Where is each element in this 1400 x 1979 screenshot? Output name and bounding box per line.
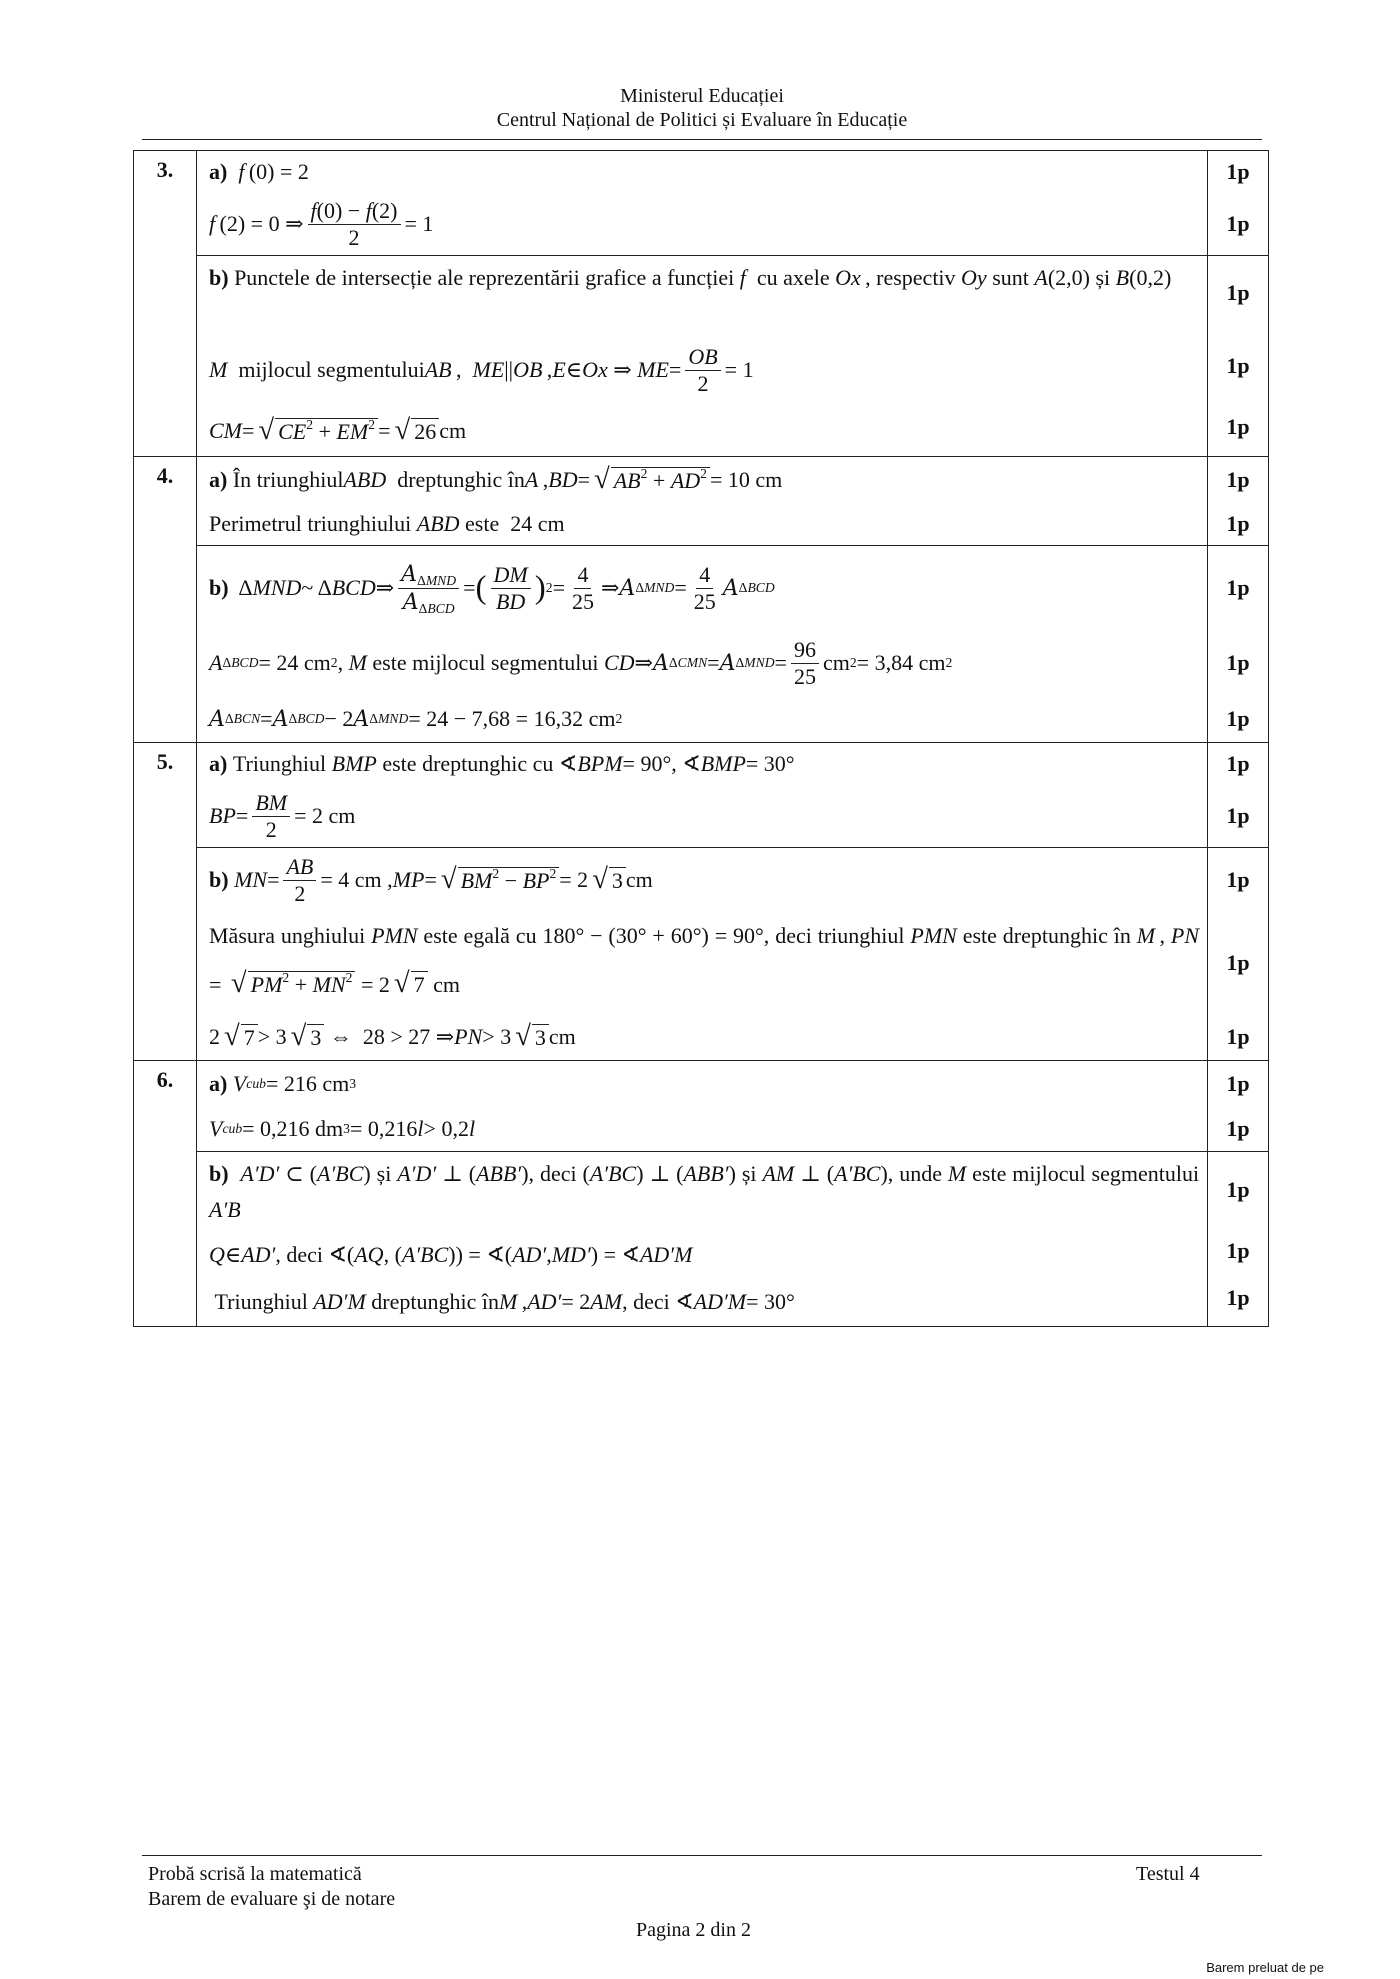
problem-number: 5.	[134, 743, 197, 1061]
problem-6-part-b	[134, 1152, 1269, 1327]
solution-line: 2 √ 7 > 3 √ 3 ⇔ 28 > 27 ⇒ PN > 3 √ 3 cm	[209, 1021, 576, 1052]
solution-cell	[197, 151, 1208, 256]
solution-line: a) În triunghiul ABD dreptunghic în A , BD = √ $AB^2 + AD^2$ = 10 cm	[209, 464, 783, 495]
points-cell	[1208, 546, 1269, 743]
points-cell	[1208, 457, 1269, 546]
footer-page-number: Pagina 2 din 2	[636, 1919, 751, 1941]
points-value: 1p	[1226, 867, 1250, 892]
points-value: 1p	[1226, 1071, 1250, 1096]
points-value: 1p	[1226, 1238, 1250, 1263]
solution-cell	[197, 457, 1208, 546]
solution-cell	[197, 256, 1208, 457]
points-value: 1p	[1226, 1116, 1250, 1141]
solution-line: b) Δ MND ~ Δ BCD ⇒ $\frac{A_{\Delta MND}}{A_{\Delta BCD}}$ = ( $\frac{DM}{BD}$ ) 2 = $\frac{4}{25}$ ⇒ A ΔMND = $\frac{4}{25}$ A ΔBCD	[209, 562, 775, 616]
problem-4-part-a	[134, 457, 1269, 546]
solution-line: Triunghiul AD′M dreptunghic în M , AD′ = 2 AM , deci ∢ AD′M = 30°	[209, 1289, 795, 1314]
problem-number: 3.	[134, 151, 197, 457]
problem-3-part-a	[134, 151, 1269, 256]
solution-line: Q ∈ AD′ , deci ∢( AQ , ( A′BC )) = ∢( AD′ , MD′ ) = ∢ AD′M	[209, 1242, 693, 1267]
points-value: 1p	[1226, 803, 1250, 828]
points-cell	[1208, 1061, 1269, 1152]
solution-line: CM = √ $CE^2 + EM^2$ = √ 26 cm	[209, 415, 467, 446]
solution-cell	[197, 546, 1208, 743]
footer-barem: Barem de evaluare şi de notare	[148, 1888, 396, 1910]
solution-line: f (2) = 0 ⇒ $\frac{f(0) - f(2)}{2}$ = 1	[209, 198, 434, 250]
problem-5-part-a	[134, 743, 1269, 848]
solution-line: Măsura unghiului PMN este egală cu 180° − (30° + 60°) = 90°, deci triunghiul PMN este dreptunghic în M , PN = √ $PM^2 + MN^2 = 2$ √ 7 cm	[209, 923, 1200, 999]
solution-cell	[197, 848, 1208, 1061]
points-value: 1p	[1226, 1024, 1250, 1049]
solution-line: a) Triunghiul BMP este dreptunghic cu ∢ BPM = 90°, ∢ BMP = 30°	[209, 751, 795, 776]
grading-table	[133, 150, 1269, 1327]
solution-cell	[197, 1061, 1208, 1152]
points-value: 1p	[1226, 211, 1250, 236]
points-cell	[1208, 1152, 1269, 1327]
problem-6-part-a	[134, 1061, 1269, 1152]
footer-subject: Probă scrisă la matematică	[148, 1863, 362, 1885]
points-value: 1p	[1226, 511, 1250, 536]
problem-4-part-b	[134, 546, 1269, 743]
problem-5-part-b	[134, 848, 1269, 1061]
problem-number: 4.	[134, 457, 197, 743]
footer-credit: Barem preluat de pe	[1206, 1960, 1324, 1975]
points-cell	[1208, 256, 1269, 457]
page-header	[142, 84, 1262, 132]
points-cell	[1208, 743, 1269, 848]
points-value: 1p	[1226, 950, 1250, 975]
points-value: 1p	[1226, 353, 1250, 378]
solution-line: BP = $\frac{BM}{2}$ = 2 cm	[209, 790, 356, 842]
solution-line: b) A′D′ ⊂ (A′BC) și A′D′ ⊥ (ABB′), deci (A′BC) ⊥ (ABB′) și AM ⊥ (A′BC), unde M este mijlocul segmentului A′B	[209, 1161, 1200, 1222]
points-value: 1p	[1226, 467, 1250, 492]
points-value: 1p	[1226, 706, 1250, 731]
solution-line: a) f (0) = 2	[209, 159, 309, 184]
solution-line: A ΔBCN = A ΔBCD − 2 A ΔMND = 24 − 7,68 = 16,32 cm 2	[209, 706, 623, 732]
header-center: Centrul Național de Politici și Evaluare în Educație	[496, 109, 908, 131]
solution-line: A ΔBCD = 24 cm 2 , M este mijlocul segmentului CD ⇒ A ΔCMN = A ΔMND = $\frac{96}{25}$ cm 2 = 3,84 cm 2	[209, 637, 953, 689]
problem-number: 6.	[134, 1061, 197, 1327]
solution-line: V cub = 0,216 dm 3 = 0,216 l > 0,2 l	[209, 1116, 476, 1141]
points-value: 1p	[1226, 414, 1250, 439]
points-value: 1p	[1226, 575, 1250, 600]
solution-cell	[197, 743, 1208, 848]
solution-cell	[197, 1152, 1208, 1327]
solution-line: b) Punctele de intersecție ale reprezentării grafice a funcției f cu axele Ox , respectiv Oy sunt A(2,0) și B(0,2)	[209, 265, 1172, 290]
points-value: 1p	[1226, 650, 1250, 675]
header-ministry: Ministerul Educației	[620, 85, 784, 107]
solution-line: a) V cub = 216 cm 3	[209, 1071, 357, 1096]
header-rule	[142, 139, 1262, 140]
solution-line: M mijlocul segmentului AB , ME || OB , E ∈ Ox ⇒ ME = $\frac{OB}{2}$ = 1	[209, 344, 754, 396]
points-value: 1p	[1226, 280, 1250, 305]
points-value: 1p	[1226, 751, 1250, 776]
solution-line: Perimetrul triunghiului ABD este 24 cm	[209, 511, 565, 536]
points-value: 1p	[1226, 1285, 1250, 1310]
points-value: 1p	[1226, 159, 1250, 184]
points-value: 1p	[1226, 1177, 1250, 1202]
points-cell	[1208, 151, 1269, 256]
problem-3-part-b	[134, 256, 1269, 457]
solution-line: b) MN = $\frac{AB}{2}$ = 4 cm , MP = √ $BM^2 - BP^2$ = 2 √ 3 cm	[209, 854, 653, 906]
points-cell	[1208, 848, 1269, 1061]
footer-test-number: Testul 4	[1136, 1863, 1200, 1885]
footer-rule	[142, 1855, 1262, 1856]
